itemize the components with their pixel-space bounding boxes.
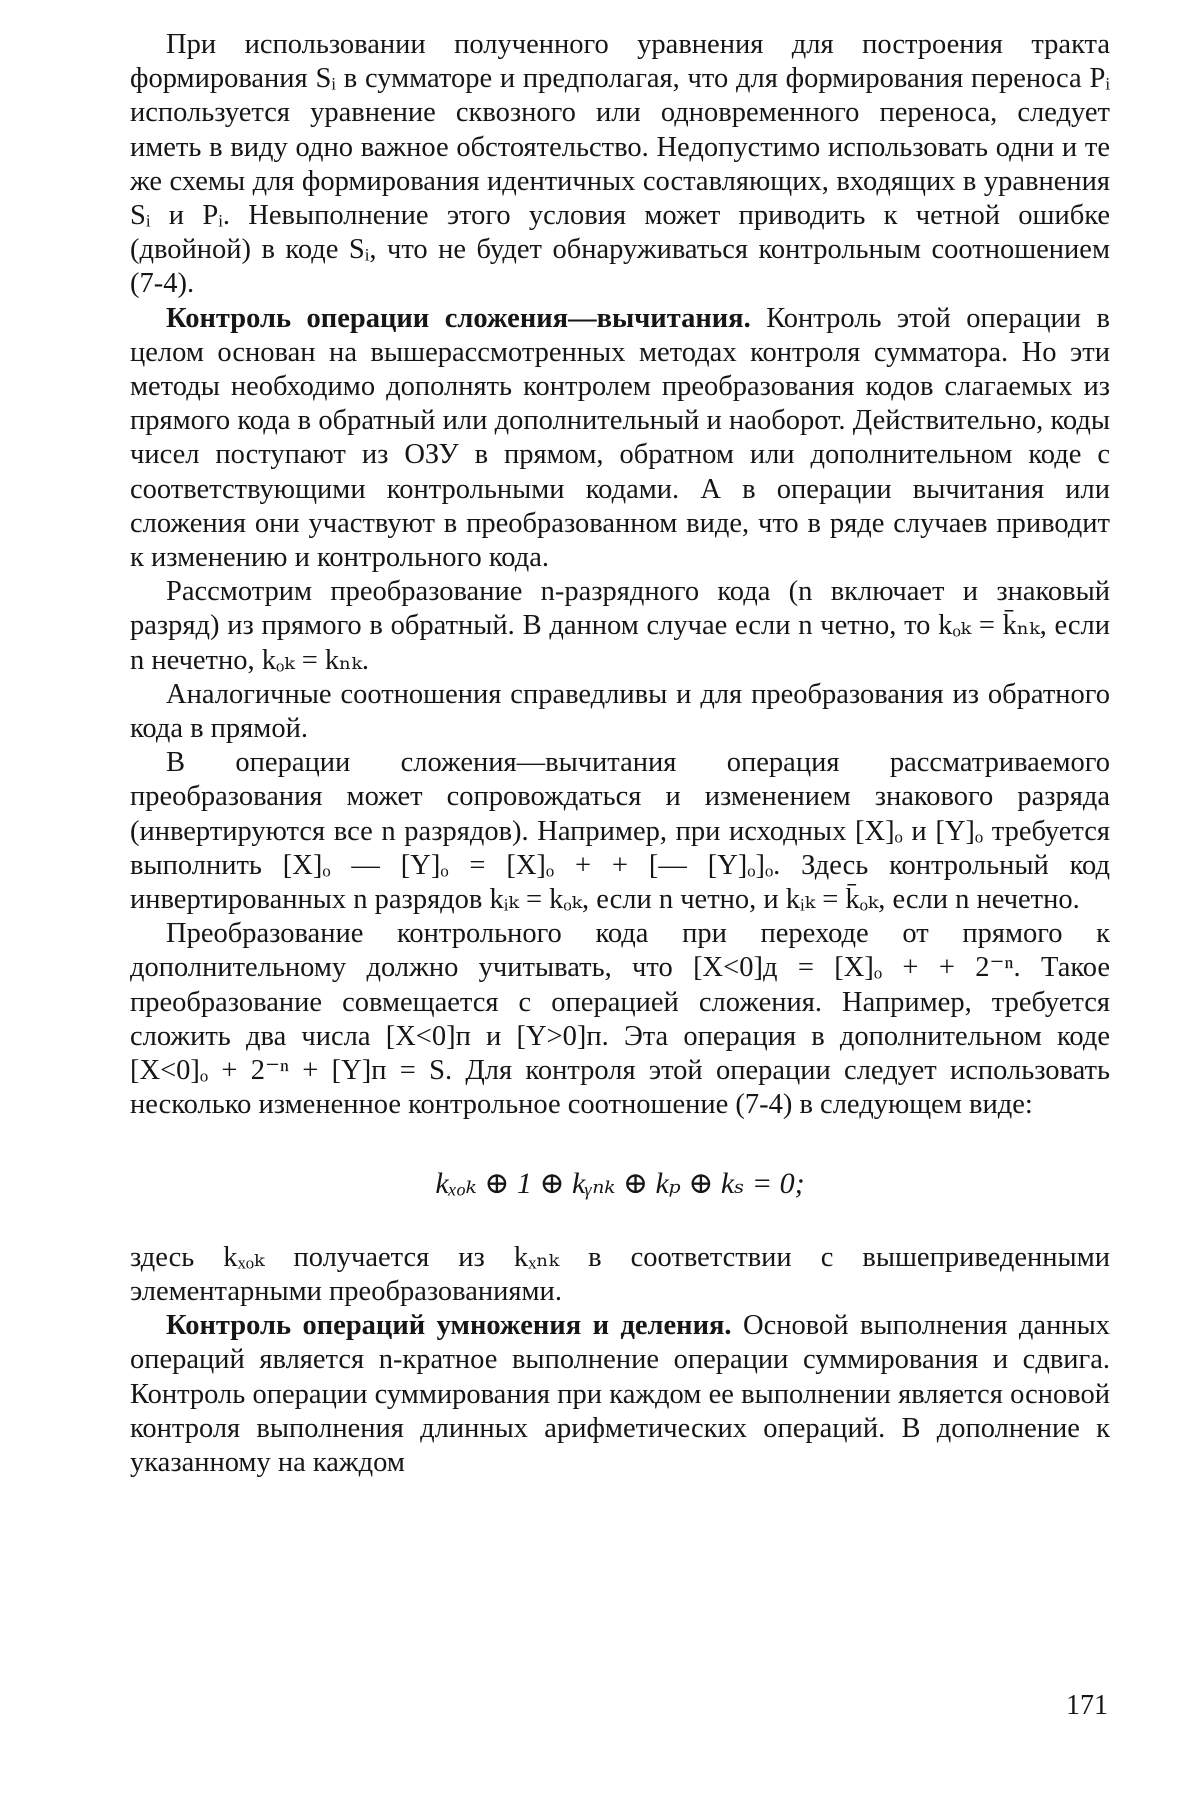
- paragraph-6: [130, 917, 1110, 1122]
- control-formula: kₓₒₖ ⊕ 1 ⊕ kᵧₙₖ ⊕ kₚ ⊕ kₛ = 0;: [435, 1166, 805, 1200]
- paragraph-6-text: Преобразование контрольного кода при переходе от прямого к дополнительному должно учитывать, что [X<0]д = [X]ₒ + + 2⁻ⁿ. Такое преобразование совмещается с операцией сложения. Например, требуется сложить два числа [X<0]п и [Y>0]п. Эта операция в дополнительном коде [X<0]ₒ + 2⁻ⁿ + [Y]п = S. Для контроля этой операции следует использовать несколько измененное контрольное соотношение (7-4) в следующем виде:: [130, 918, 1110, 1121]
- paragraph-1: [130, 28, 1110, 302]
- section-heading-mul-div: Контроль операций умножения и деления.: [166, 1310, 732, 1342]
- page-body: [130, 28, 1110, 1480]
- paragraph-2: [130, 302, 1110, 576]
- section-heading-add-sub: Контроль операции сложения—вычитания.: [166, 302, 751, 334]
- paragraph-2-text: Контроль этой операции в целом основан на вышерассмотренных методах контроля сумматора. Но эти методы необходимо дополнять контролем преобразования кодов слагаемых из прямого кода в обратный или дополнительный и наоборот. Действительно, коды чисел поступают из ОЗУ в прямом, обратном или дополнительном коде с соответствующими контрольными кодами. А в операции вычитания или сложения они участвуют в преобразованном виде, что в ряде случаев приводит к изменению и контрольного кода.: [130, 302, 1110, 574]
- paragraph-3-text: Рассмотрим преобразование n-разрядного кода (n включает и знаковый разряд) из прямого в обратный. В данном случае если n четно, то kₒₖ = k̄ₙₖ, если n нечетно, kₒₖ = kₙₖ.: [130, 576, 1110, 676]
- paragraph-4: [130, 678, 1110, 746]
- paragraph-5-text: В операции сложения—вычитания операция рассматриваемого преобразования может сопровождаться и изменением знакового разряда (инвертируются все n разрядов). Например, при исходных [X]ₒ и [Y]ₒ требуется выполнить [X]ₒ — [Y]ₒ = [X]ₒ + + [— [Y]ₒ]ₒ. Здесь контрольный код инвертированных n разрядов kᵢₖ = kₒₖ, если n четно, и kᵢₖ = k̄ₒₖ, если n нечетно.: [130, 747, 1110, 916]
- paragraph-4-text: Аналогичные соотношения справедливы и для преобразования из обратного кода в прямой.: [130, 678, 1110, 745]
- page-number: 171: [1066, 1690, 1108, 1721]
- paragraph-1-text: При использовании полученного уравнения для построения тракта формирования Sᵢ в сумматоре и предполагая, что для формирования переноса Pᵢ используется уравнение сквозного или одновременного переноса, следует иметь в виду одно важное обстоятельство. Недопустимо использовать одни и те же схемы для формирования идентичных составляющих, входящих в уравнения Sᵢ и Pᵢ. Невыполнение этого условия может приводить к четной ошибке (двойной) в коде Sᵢ, что не будет обнаруживаться контрольным соотношением (7-4).: [130, 29, 1110, 300]
- paragraph-5: [130, 746, 1110, 917]
- paragraph-last: [130, 1309, 1110, 1480]
- after-formula-text: здесь kₓₒₖ получается из kₓₙₖ в соответствии с вышеприведенными элементарными преобразованиями.: [130, 1241, 1110, 1307]
- paragraph-after-formula: [130, 1241, 1110, 1309]
- paragraph-3: [130, 575, 1110, 678]
- paragraph-last-text: Основой выполнения данных операций является n-кратное выполнение операции суммирования и сдвига. Контроль операции суммирования при каждом ее выполнении является основой контроля выполнения длинных арифметических операций. В дополнение к указанному на каждом: [130, 1310, 1110, 1478]
